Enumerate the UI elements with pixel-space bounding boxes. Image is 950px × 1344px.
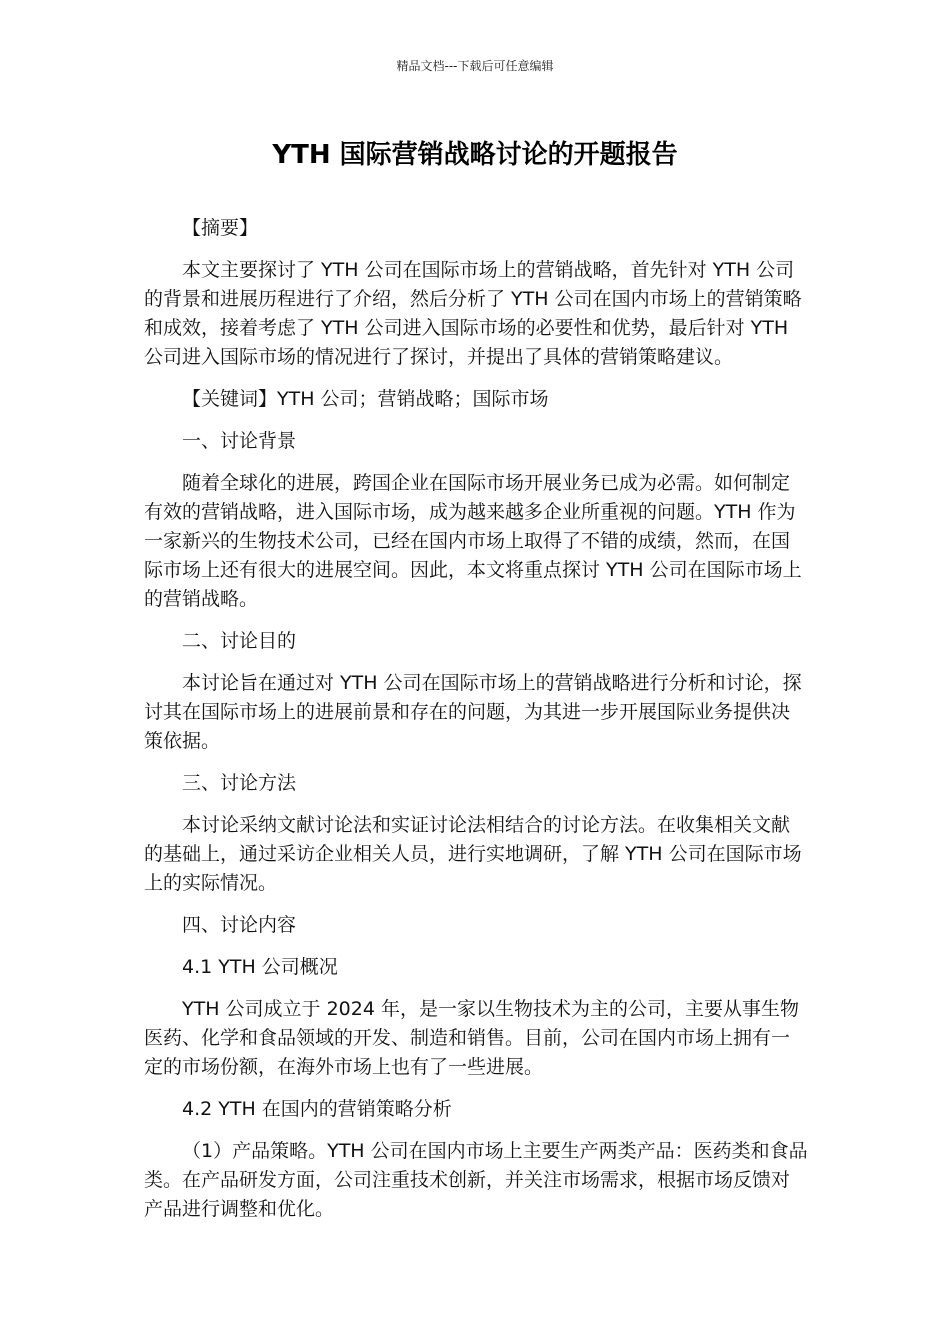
subsection-heading-domestic-strategy: 4.2 YTH 在国内的营销策略分析 [182, 1098, 452, 1120]
page-header: 精品文档---下载后可任意编辑 [396, 59, 554, 73]
method-paragraph: 本讨论采纳文献讨论法和实证讨论法相结合的讨论方法。在收集相关文献的基础上，通过采访企业相关人员，进行实地调研，了解 YTH 公司在国际市场上的实际情况。 [144, 814, 802, 894]
product-strategy-paragraph: （1）产品策略。YTH 公司在国内市场上主要生产两类产品：医药类和食品类。在产品研发方面，公司注重技术创新，并关注市场需求，根据市场反馈对产品进行调整和优化。 [144, 1140, 808, 1220]
abstract-paragraph: 本文主要探讨了 YTH 公司在国际市场上的营销战略，首先针对 YTH 公司的背景和进展历程进行了介绍，然后分析了 YTH 公司在国内市场上的营销策略和成效，接着考虑了 YTH 公司进入国际市场的必要性和优势，最后针对 YTH 公司进入国际市场的情况进行了探讨，并提出了具体的营销策略建议。 [144, 259, 802, 368]
section-heading-method: 三、讨论方法 [182, 772, 297, 794]
abstract-heading: 【摘要】 [182, 217, 259, 239]
subsection-heading-overview: 4.1 YTH 公司概况 [182, 956, 338, 978]
purpose-paragraph: 本讨论旨在通过对 YTH 公司在国际市场上的营销战略进行分析和讨论，探讨其在国际市场上的进展前景和存在的问题，为其进一步开展国际业务提供决策依据。 [144, 672, 802, 752]
background-paragraph: 随着全球化的进展，跨国企业在国际市场开展业务已成为必需。如何制定有效的营销战略，进入国际市场，成为越来越多企业所重视的问题。YTH 作为一家新兴的生物技术公司，已经在国内市场上取得了不错的成绩，然而，在国际市场上还有很大的进展空间。因此，本文将重点探讨 YTH 公司在国际市场上的营销战略。 [144, 472, 802, 610]
section-heading-content: 四、讨论内容 [182, 914, 297, 936]
keywords-line: 【关键词】YTH 公司；营销战略；国际市场 [182, 388, 549, 410]
document-body [144, 214, 808, 1237]
overview-paragraph: YTH 公司成立于 2024 年，是一家以生物技术为主的公司，主要从事生物医药、化学和食品领域的开发、制造和销售。目前，公司在国内市场上拥有一定的市场份额，在海外市场上也有了一些进展。 [144, 998, 799, 1078]
section-heading-background: 一、讨论背景 [182, 430, 297, 452]
section-heading-purpose: 二、讨论目的 [182, 630, 297, 652]
document-title: YTH 国际营销战略讨论的开题报告 [272, 140, 678, 170]
